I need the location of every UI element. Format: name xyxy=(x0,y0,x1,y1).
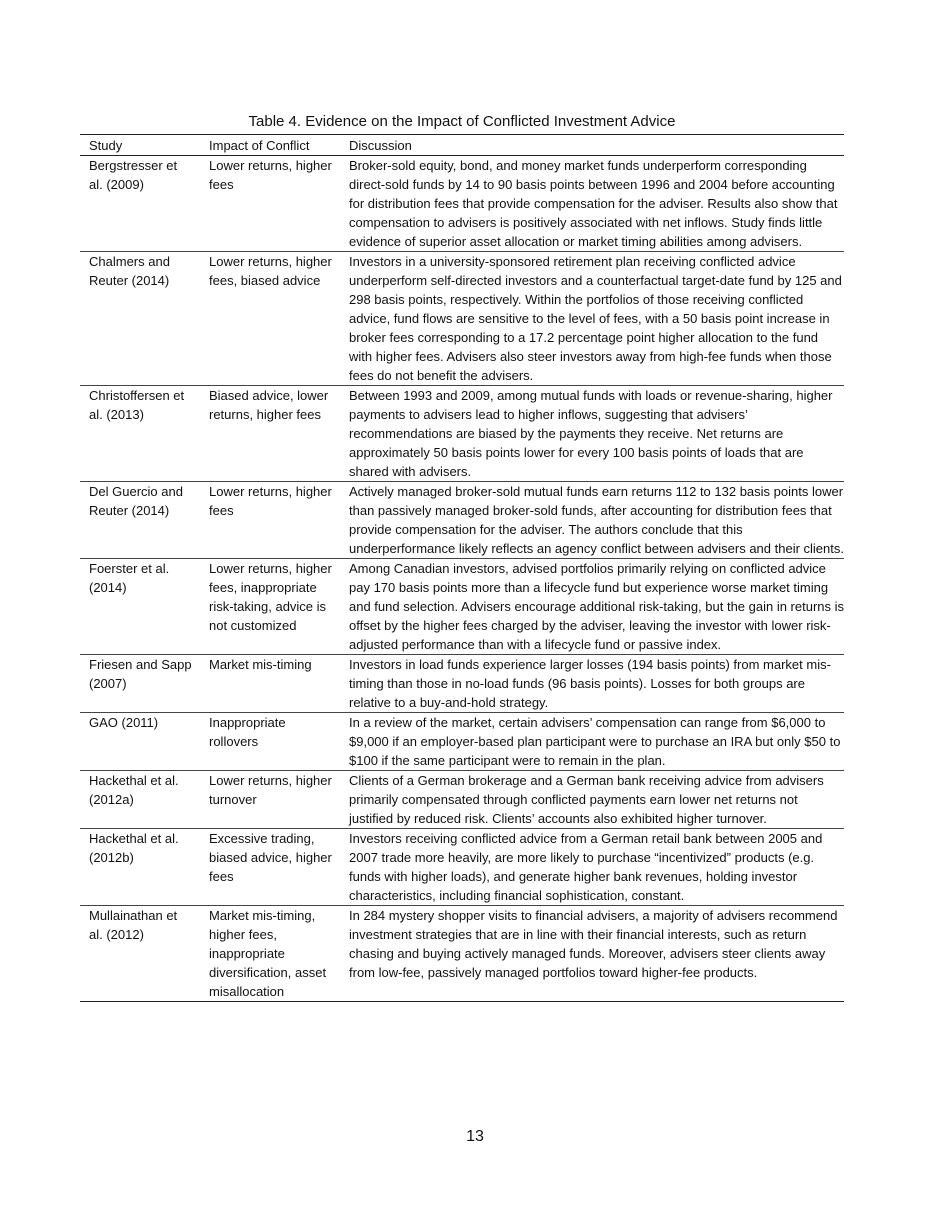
impact-cell: Market mis-timing xyxy=(200,655,340,713)
impact-cell: Lower returns, higher fees xyxy=(200,482,340,559)
study-cell: Mullainathan et al. (2012) xyxy=(80,906,200,1002)
study-cell: Christoffersen et al. (2013) xyxy=(80,386,200,482)
table-row xyxy=(80,482,844,559)
impact-cell: Lower returns, higher turnover xyxy=(200,771,340,829)
table-row xyxy=(80,771,844,829)
discussion-cell: Investors receiving conflicted advice from a German retail bank between 2005 and 2007 trade more heavily, are more likely to purchase “incentivized” products (e.g. funds with higher loads), and generate higher bank revenues, holding investor characteristics, including financial sophistication, constant. xyxy=(340,829,844,906)
study-cell: Hackethal et al. (2012a) xyxy=(80,771,200,829)
table-row xyxy=(80,906,844,1002)
page-number: 13 xyxy=(466,1128,484,1145)
table-row xyxy=(80,252,844,386)
impact-cell: Excessive trading, biased advice, higher fees xyxy=(200,829,340,906)
discussion-cell: Broker-sold equity, bond, and money market funds underperform corresponding direct-sold funds by 14 to 90 basis points between 1996 and 2004 before accounting for distribution fees that provide compensation for the adviser. Results also show that compensation to advisers is positively associated with net inflows. Study finds little evidence of superior asset allocation or market timing abilities among advisers. xyxy=(340,156,844,252)
discussion-cell: Between 1993 and 2009, among mutual funds with loads or revenue-sharing, higher payments to advisers lead to higher inflows, suggesting that advisers’ recommendations are biased by the payments they receive. Net returns are approximately 50 basis points lower for every 100 basis points of loads that are shared with advisers. xyxy=(340,386,844,482)
table-row xyxy=(80,386,844,482)
table-row xyxy=(80,829,844,906)
table-row xyxy=(80,655,844,713)
study-cell: Del Guercio and Reuter (2014) xyxy=(80,482,200,559)
impact-cell: Inappropriate rollovers xyxy=(200,713,340,771)
impact-cell: Lower returns, higher fees, biased advice xyxy=(200,252,340,386)
impact-cell: Lower returns, higher fees xyxy=(200,156,340,252)
discussion-cell: Investors in load funds experience larger losses (194 basis points) from market mis-timing than those in no-load funds (96 basis points). Losses for both groups are relative to a buy-and-hold strategy. xyxy=(340,655,844,713)
impact-cell: Market mis-timing, higher fees, inappropriate diversification, asset misallocation xyxy=(200,906,340,1002)
header-impact: Impact of Conflict xyxy=(200,135,340,156)
evidence-table xyxy=(80,134,844,1002)
impact-cell: Biased advice, lower returns, higher fees xyxy=(200,386,340,482)
study-cell: Friesen and Sapp (2007) xyxy=(80,655,200,713)
study-cell: Hackethal et al. (2012b) xyxy=(80,829,200,906)
study-cell: GAO (2011) xyxy=(80,713,200,771)
header-discussion: Discussion xyxy=(340,135,844,156)
study-cell: Chalmers and Reuter (2014) xyxy=(80,252,200,386)
discussion-cell: In a review of the market, certain advisers’ compensation can range from $6,000 to $9,000 if an employer-based plan participant were to purchase an IRA but only $50 to $100 if the same participant were to remain in the plan. xyxy=(340,713,844,771)
discussion-cell: Clients of a German brokerage and a German bank receiving advice from advisers primarily compensated through conflicted payments earn lower net returns not justified by reduced risk. Clients’ accounts also exhibited higher turnover. xyxy=(340,771,844,829)
table-row xyxy=(80,156,844,252)
discussion-cell: Among Canadian investors, advised portfolios primarily relying on conflicted advice pay 170 basis points more than a lifecycle fund but experience worse market timing and fund selection. Advisers encourage additional risk-taking, but the gain in returns is offset by the higher fees charged by the adviser, leaving the investor with lower risk-adjusted performance than with a lifecycle fund or passive index. xyxy=(340,559,844,655)
study-cell: Foerster et al. (2014) xyxy=(80,559,200,655)
table-row xyxy=(80,713,844,771)
discussion-cell: Investors in a university-sponsored retirement plan receiving conflicted advice underperform self-directed investors and a counterfactual target-date fund by 125 and 298 basis points, respectively. Within the portfolios of those receiving conflicted advice, fund flows are sensitive to the level of fees, with a 50 basis point increase in broker fees corresponding to a 17.2 percentage point higher allocation to the fund with higher fees. Advisers also steer investors away from high-fee funds when those fees do not benefit the advisers. xyxy=(340,252,844,386)
table-title: Table 4. Evidence on the Impact of Conflicted Investment Advice xyxy=(248,113,676,130)
discussion-cell: Actively managed broker-sold mutual funds earn returns 112 to 132 basis points lower than passively managed broker-sold funds, after accounting for distribution fees that provide compensation for the adviser. The authors conclude that this underperformance likely reflects an agency conflict between advisers and their clients. xyxy=(340,482,844,559)
table-row xyxy=(80,559,844,655)
discussion-cell: In 284 mystery shopper visits to financial advisers, a majority of advisers recommend investment strategies that are in line with their financial interests, such as return chasing and buying actively managed funds. Moreover, advisers steer clients away from low-fee, passively managed portfolios toward higher-fee products. xyxy=(340,906,844,1002)
impact-cell: Lower returns, higher fees, inappropriate risk-taking, advice is not customized xyxy=(200,559,340,655)
header-study: Study xyxy=(80,135,200,156)
table-header-row xyxy=(80,135,844,156)
study-cell: Bergstresser et al. (2009) xyxy=(80,156,200,252)
